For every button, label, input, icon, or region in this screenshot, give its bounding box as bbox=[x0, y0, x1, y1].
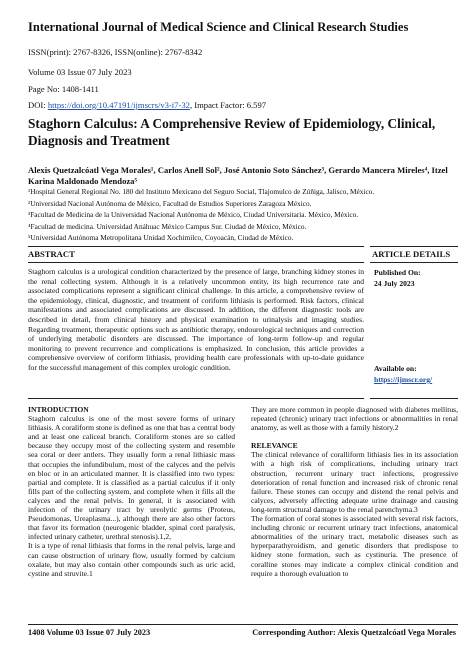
journal-name: International Journal of Medical Science and Clinical Research Studies bbox=[28, 20, 409, 34]
affiliation-4: ⁴Facultad de medicina. Universidad Anáhuac México Campus Sur. Ciudad de México, México. bbox=[28, 221, 307, 231]
body-left-column bbox=[28, 405, 235, 578]
article-title: Staghorn Calculus: A Comprehensive Review of Epidemiology, Clinical, Diagnosis and Treatment bbox=[28, 116, 436, 148]
abstract-bottom-rule bbox=[28, 398, 364, 399]
relevance-heading: RELEVANCE bbox=[251, 441, 298, 451]
footer-rule bbox=[28, 624, 458, 625]
published-date: 24 July 2023 bbox=[374, 279, 415, 288]
available-link[interactable] bbox=[374, 375, 432, 385]
doi-label: DOI: bbox=[28, 100, 48, 110]
affiliation-list bbox=[28, 186, 458, 244]
impact-factor: , Impact Factor: 6.597 bbox=[189, 100, 267, 110]
published-label: Published On: bbox=[374, 268, 421, 277]
affiliation-2: ²Universidad Nacional Autónoma de México, Facultad de Estudios Superiores Zaragoza México. bbox=[28, 198, 312, 208]
introduction-heading: INTRODUCTION bbox=[28, 405, 89, 414]
affiliation-3: ³Facultad de Medicina de la Universidad Nacional Autónoma de México, Ciudad Universitaria. México, México. bbox=[28, 210, 359, 219]
footer-corresponding-author: Corresponding Author: Alexis Quetzalcóatl Vega Morales bbox=[252, 628, 456, 637]
introduction-paragraph-1: Staghorn calculus is one of the most severe forms of urinary lithiasis. A coraliform stone is defined as one that has a central body and at least one caliceal branch. Coraliform stones are so called because they occupy most of the collecting system and resemble sea coral or deer antlers. They usually form a renal lithiasic mass that occupies the infundibulum, most of the calyces and the pelvis en bloc or in an articulated manner. It is classified into two types: partial and complete. It is classified as a partial calculus if it only fills part of the collecting system, and complete when it fills all the calyces and the renal pelvis. In general, it is associated with infection of the urinary tract by ureolytic germs (Proteus, Pseudomonas, Ureaplasma...), although there are also other factors that favor its formation (neurogenic bladder, spinal cord paralysis, infected urinary catheter, urethral stenosis).1,2, bbox=[28, 414, 235, 542]
details-bottom-rule bbox=[370, 398, 458, 399]
pages-line: Page No: 1408-1411 bbox=[28, 84, 99, 94]
introduction-paragraph-2: It is a type of renal lithiasis that forms in the renal pelvis, large and can cause obstruction of urinary flow, usually formed by calcium oxalate, but may also contain other compounds such as uric acid, cystine and struvite.1 bbox=[28, 541, 235, 578]
relevance-paragraph-2: The formation of coral stones is associated with several risk factors, including chronic or recurrent urinary tract infections, anatomical abnormalities of the urinary tract, metabolic diseases such as hyperparathyroidism, and genetic disorders that predispose to kidney stone formation, such as cystinuria. The presence of coralline stones may indicate a complex clinical condition and require a thorough evaluation to bbox=[251, 514, 458, 578]
body-right-column bbox=[251, 405, 458, 578]
abstract-top-rule bbox=[28, 246, 364, 247]
affiliation-1: ¹Hospital General Regional No. 180 del Instituto Mexicano del Seguro Social, Tlajomulco de Zúñiga, Jalisco, México. bbox=[28, 187, 375, 196]
volume-line: Volume 03 Issue 07 July 2023 bbox=[28, 67, 132, 77]
abstract-heading: ABSTRACT bbox=[28, 249, 75, 259]
details-top-rule bbox=[370, 246, 458, 247]
doi-line bbox=[28, 100, 458, 111]
doi-link[interactable]: https://doi.org/10.47191/ijmscrs/v3-i7-32 bbox=[47, 100, 190, 110]
abstract-mid-rule bbox=[28, 262, 364, 263]
article-details-heading: ARTICLE DETAILS bbox=[372, 249, 451, 259]
issn-line: ISSN(print): 2767-8326, ISSN(online): 2767-8342 bbox=[28, 47, 203, 57]
body-paragraph-continued: They are more common in people diagnosed with diabetes mellitus, repeated (chronic) urinary tract infections or abnormalities in renal anatomy, as well as those with a family history.2 bbox=[251, 405, 458, 433]
relevance-paragraph-1: The clinical relevance of coralliform lithiasis lies in its association with a high risk of complications, including urinary tract obstruction, recurrent urinary tract infections, progressive deterioration of renal function and increased risk of chronic renal failure. These stones can occupy and distend the renal pelvis and calyces, adversely affecting adequate urine drainage and causing long-term structural damage to the renal parenchyma.3 bbox=[251, 450, 458, 514]
affiliation-5: ⁵Universidad Autónoma Metropolitana Unidad Xochimilco, Coyoacán, Ciudad de México. bbox=[28, 233, 294, 242]
abstract-body: Staghorn calculus is a urological condition characterized by the presence of large, branching kidney stones in the renal collecting system. Although it is a relatively uncommon entity, its high recurrence rate and associated complications represent a significant clinical challenge. In this article, a comprehensive review of the epidemiology, clinical, diagnostic, and treatment of coriform lithiasis is performed. Risk factors, clinical manifestations and associated complications are discussed. In addition, the different diagnostic tools are described in detail, from clinical history and physical examination to urinalysis and imaging studies. Regarding treatment, therapeutic options such as antibiotic therapy, endourological techniques and correction of underlying metabolic disorders are discussed. The importance of long-term follow-up and regular monitoring to prevent recurrence and complications is emphasized. In conclusion, this article provides a comprehensive overview of coriform lithiasis, providing health care professionals with up-to-date guidance for the successful management of this complex urologic condition. bbox=[28, 267, 364, 372]
journal-site-link[interactable]: https://ijmscr.org/ bbox=[374, 375, 433, 384]
details-mid-rule bbox=[370, 262, 458, 263]
footer-page-info: 1408 Volume 03 Issue 07 July 2023 bbox=[28, 628, 151, 637]
author-list: Alexis Quetzalcóatl Vega Morales¹, Carlos Anell Sol², José Antonio Soto Sánchez³, Gerardo Mancera Mireles⁴, Itzel Karina Maldonado Mendoza⁵ bbox=[28, 165, 448, 186]
available-label: Available on: bbox=[374, 364, 417, 373]
